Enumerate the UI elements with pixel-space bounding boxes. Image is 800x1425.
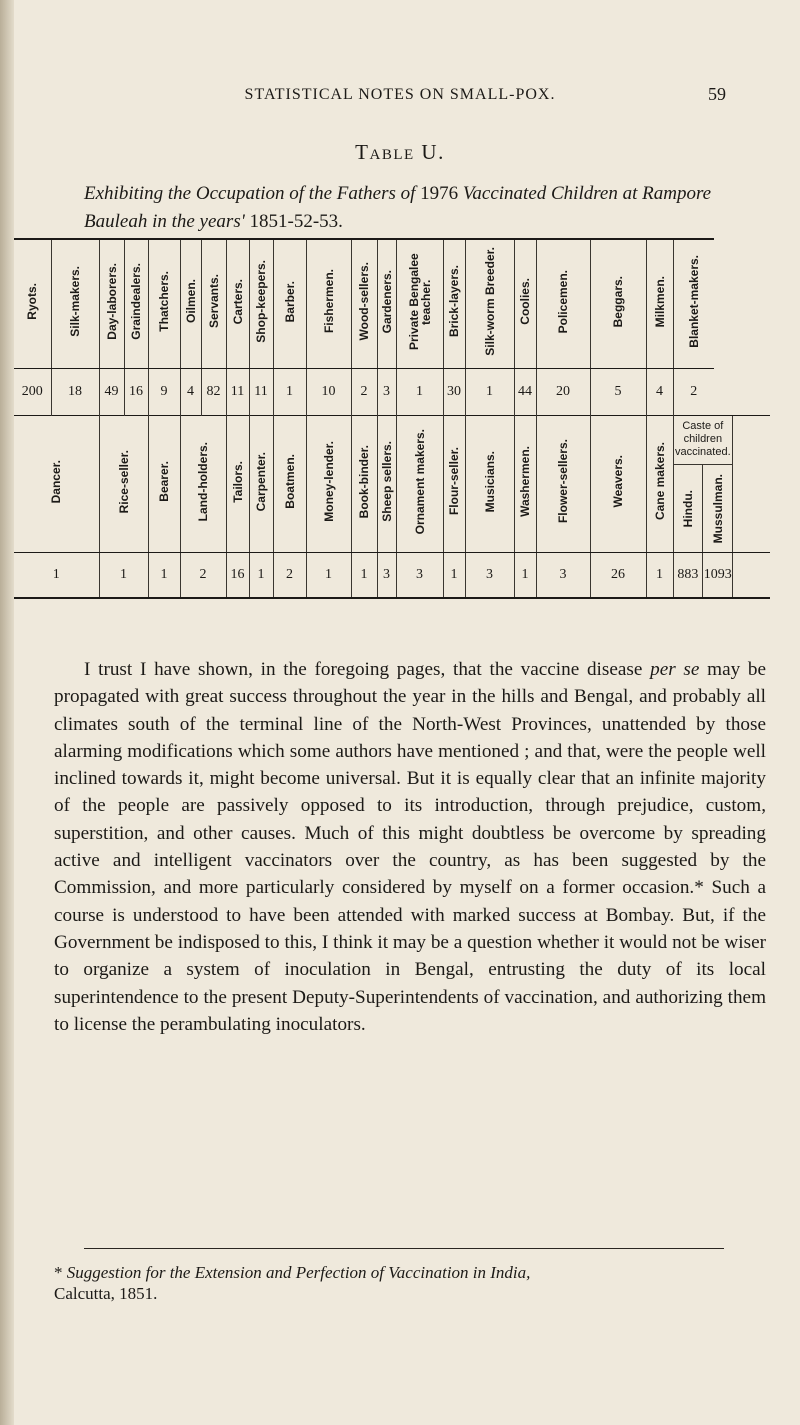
header-cell: Milkmen. xyxy=(646,239,673,369)
running-head: STATISTICAL NOTES ON SMALL-POX. xyxy=(244,86,556,103)
body-italic: per se xyxy=(650,659,700,680)
header-cell: Graindealers. xyxy=(124,239,148,369)
header-cell: Brick-layers. xyxy=(443,239,465,369)
caption-number: 1976 xyxy=(420,183,459,204)
caption-text-rest: Vaccinated Children at Rampore Bauleah in the years' xyxy=(84,183,712,232)
caste-hindu-header: Hindu. xyxy=(680,489,695,528)
caste-box xyxy=(674,416,733,552)
header-cell: Flower-sellers. xyxy=(536,416,590,553)
header-cell: Oilmen. xyxy=(180,239,201,369)
occupation-header-row-1 xyxy=(14,239,770,369)
header-cell: Ornament makers. xyxy=(396,416,443,553)
body-text-a: I trust I have shown, in the foregoing pages, that the vaccine disease xyxy=(84,659,643,680)
value-cell: 2 xyxy=(673,369,714,416)
header-cell: Gardeners. xyxy=(377,239,396,369)
header-cell: Flour-seller. xyxy=(443,416,465,553)
caste-mussulman-value: 1093 xyxy=(702,553,732,597)
header-cell: Money-lender. xyxy=(306,416,351,553)
header-cell: Cane makers. xyxy=(646,416,673,553)
header-cell: Washermen. xyxy=(514,416,536,553)
value-cell: 1 xyxy=(396,369,443,416)
header-cell: Wood-sellers. xyxy=(351,239,377,369)
header-cell: Bearer. xyxy=(148,416,180,553)
header-cell: Carpenter. xyxy=(249,416,273,553)
value-cell: 44 xyxy=(514,369,536,416)
occupation-value-row-2 xyxy=(14,553,770,599)
header-cell: Silk-worm Breeder. xyxy=(465,239,514,369)
header-cell: Silk-makers. xyxy=(51,239,99,369)
value-cell: 3 xyxy=(465,553,514,599)
header-cell: Day-laborers. xyxy=(99,239,124,369)
header-cell: Weavers. xyxy=(590,416,646,553)
value-cell: 4 xyxy=(180,369,201,416)
footnote xyxy=(54,1262,766,1304)
value-cell: 16 xyxy=(226,553,249,599)
header-cell: Barber. xyxy=(273,239,306,369)
page-edge xyxy=(0,0,14,1425)
footnote-rest: Calcutta, 1851. xyxy=(54,1284,158,1303)
footnote-italic: Suggestion for the Extension and Perfection of Vaccination in India, xyxy=(66,1263,531,1282)
header-cell: Coolies. xyxy=(514,239,536,369)
value-cell: 11 xyxy=(249,369,273,416)
value-cell: 3 xyxy=(536,553,590,599)
header-cell: Fishermen. xyxy=(306,239,351,369)
header-cell: Shop-keepers. xyxy=(249,239,273,369)
caption-text: Exhibiting the Occupation of the Fathers of xyxy=(84,183,416,204)
header-cell: Carters. xyxy=(226,239,249,369)
header-cell: Sheep sellers. xyxy=(377,416,396,553)
header-cell: Tailors. xyxy=(226,416,249,553)
value-cell: 1 xyxy=(514,553,536,599)
value-cell: 5 xyxy=(590,369,646,416)
caste-title: Caste of children vaccinated. xyxy=(674,416,733,465)
value-cell: 1 xyxy=(249,553,273,599)
value-cell: 49 xyxy=(99,369,124,416)
value-cell: 1 xyxy=(646,553,673,599)
value-cell: 1 xyxy=(148,553,180,599)
header-cell: Book-binder. xyxy=(351,416,377,553)
value-cell: 82 xyxy=(201,369,226,416)
footnote-marker: * xyxy=(54,1263,63,1282)
value-cell: 3 xyxy=(396,553,443,599)
header-cell: Musicians. xyxy=(465,416,514,553)
empty-cell xyxy=(733,416,770,553)
value-cell: 11 xyxy=(226,369,249,416)
caste-values xyxy=(673,553,733,599)
value-cell: 26 xyxy=(590,553,646,599)
value-cell: 3 xyxy=(377,553,396,599)
body-text-b: may be propagated with great success throughout the year in the hills and Bengal, and probably all climates south of the terminal line of the North-West Provinces, unattended by those alarming modifications which some authors have mentioned ; and that, were the people well inclined towards it, might become universal. But it is equally clear that an infinite majority of the people are passively opposed to its introduction, through prejudice, custom, superstition, and other causes. Much of this might doubtless be overcome by spreading active and intelligent vaccinators over the country, as has been suggested by the Commission, and more particularly considered by myself on a former occasion.* Such a course is understood to have been attended with marked success at Bombay. But, if the Government be indisposed to this, I think it may be a question whether it would not be wiser to organize a system of inoculation in Bengal, entrusting the duty of its local superintendence to the present Deputy-Superintendents of vaccination, and authorizing them to license the perambulating inoculators. xyxy=(54,659,767,1035)
value-cell: 2 xyxy=(351,369,377,416)
value-cell: 1 xyxy=(443,553,465,599)
occupation-value-row-1 xyxy=(14,369,770,416)
caste-header xyxy=(673,416,733,553)
header-cell: Thatchers. xyxy=(148,239,180,369)
value-cell: 9 xyxy=(148,369,180,416)
table-caption xyxy=(84,180,724,236)
occupation-table xyxy=(14,238,770,599)
value-cell: 20 xyxy=(536,369,590,416)
value-cell: 1 xyxy=(99,553,148,599)
header-cell: Rice-seller. xyxy=(99,416,148,553)
value-cell: 1 xyxy=(306,553,351,599)
caption-years: 1851-52-53. xyxy=(249,211,343,232)
value-cell: 2 xyxy=(273,553,306,599)
value-cell: 4 xyxy=(646,369,673,416)
header-cell: Land-holders. xyxy=(180,416,226,553)
value-cell: 1 xyxy=(465,369,514,416)
value-cell: 30 xyxy=(443,369,465,416)
value-cell: 1 xyxy=(14,553,99,599)
caste-mussulman-header: Mussulman. xyxy=(702,465,732,552)
page-number: 59 xyxy=(708,84,726,104)
caste-hindu-value: 883 xyxy=(677,567,699,582)
header-cell: Policemen. xyxy=(536,239,590,369)
body-paragraph xyxy=(54,656,766,1038)
value-cell: 10 xyxy=(306,369,351,416)
header-cell: Boatmen. xyxy=(273,416,306,553)
header-cell: Blanket-makers. xyxy=(673,239,714,369)
value-cell: 16 xyxy=(124,369,148,416)
value-cell: 3 xyxy=(377,369,396,416)
footnote-rule xyxy=(84,1248,724,1249)
header-cell: Dancer. xyxy=(14,416,99,553)
header-cell: Servants. xyxy=(201,239,226,369)
caste-subheaders xyxy=(674,465,733,552)
value-cell: 2 xyxy=(180,553,226,599)
value-cell: 18 xyxy=(51,369,99,416)
page-header xyxy=(0,86,800,116)
table-title: Table U. xyxy=(355,140,445,164)
value-cell: 1 xyxy=(351,553,377,599)
header-cell: Beggars. xyxy=(590,239,646,369)
header-cell: Ryots. xyxy=(14,239,51,369)
header-cell: Private Bengalee teacher. xyxy=(396,239,443,369)
value-cell: 200 xyxy=(21,384,43,399)
occupation-header-row-2 xyxy=(14,416,770,553)
value-cell: 1 xyxy=(273,369,306,416)
empty-cell xyxy=(733,553,770,599)
